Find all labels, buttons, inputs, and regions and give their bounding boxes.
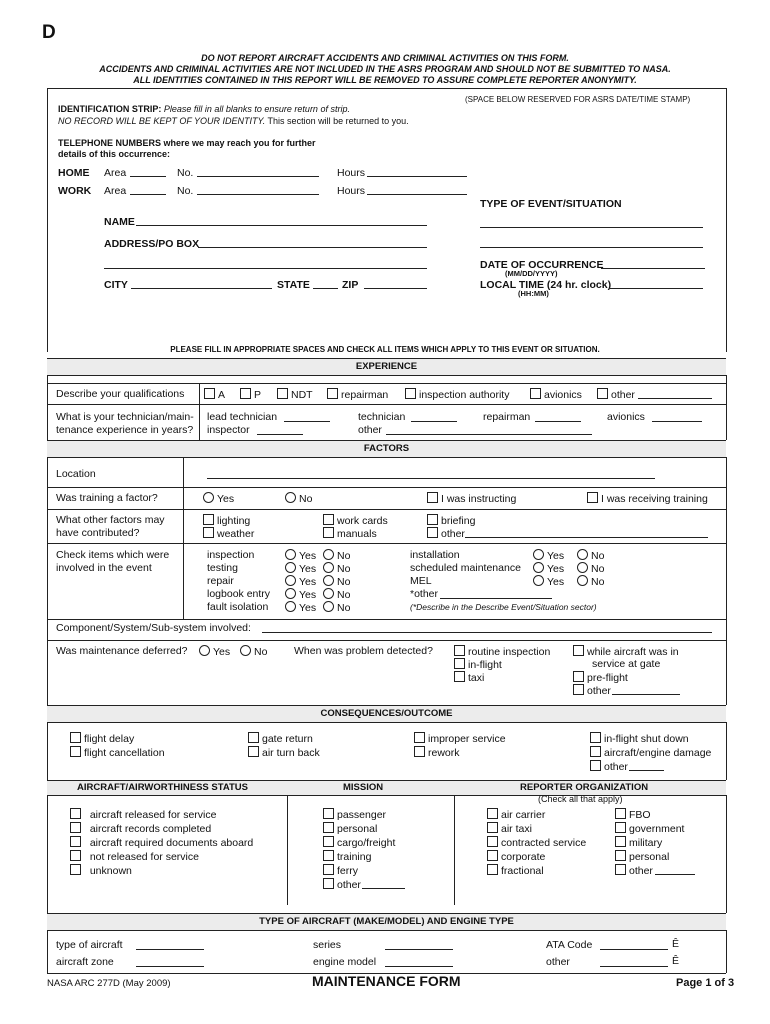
detected-pre-flight-checkbox[interactable] — [573, 671, 584, 682]
org-military[interactable]: military — [615, 836, 662, 849]
detected-label: When was problem detected? — [294, 645, 433, 657]
exp-repairman-field[interactable] — [535, 412, 581, 422]
detected-other[interactable]: other — [573, 684, 611, 697]
mission-passenger-checkbox[interactable] — [323, 808, 334, 819]
consequences-header: CONSEQUENCES/OUTCOME — [47, 705, 726, 723]
testing-no[interactable]: No — [323, 562, 350, 575]
training-receiving[interactable]: I was receiving training — [587, 492, 708, 505]
factor-other[interactable]: other — [427, 527, 465, 540]
time-label: LOCAL TIME (24 hr. clock) — [480, 279, 612, 291]
location-field[interactable] — [207, 469, 655, 479]
factor-weather[interactable]: weather — [203, 527, 254, 540]
org-personal[interactable]: personal — [615, 850, 669, 863]
cons-gate-return[interactable]: gate return — [248, 732, 313, 745]
cons-improper-service[interactable]: improper service — [414, 732, 506, 745]
state-field[interactable] — [313, 279, 338, 289]
id-strip-line2 — [58, 116, 409, 126]
org-corporate[interactable]: corporate — [487, 850, 545, 863]
qual-other[interactable]: other — [597, 388, 635, 401]
org-personal-checkbox[interactable] — [615, 850, 626, 861]
exp-technician-field[interactable] — [411, 412, 457, 422]
org-government-checkbox[interactable] — [615, 822, 626, 833]
status-unknown-checkbox[interactable] — [70, 864, 81, 875]
org-corporate-checkbox[interactable] — [487, 850, 498, 861]
training-yes[interactable]: Yes — [203, 492, 234, 505]
testing-no-radio[interactable] — [323, 562, 334, 573]
warning-line-1: DO NOT REPORT AIRCRAFT ACCIDENTS AND CRIMINAL ACTIVITIES ON THIS FORM. — [201, 53, 569, 63]
qual-p-checkbox[interactable] — [240, 388, 251, 399]
id-strip-line1 — [58, 104, 350, 114]
state-label: STATE — [277, 279, 310, 291]
deferred-no-radio[interactable] — [240, 645, 251, 656]
check-items-label-2: involved in the event — [56, 562, 152, 574]
warning-line-2: ACCIDENTS AND CRIMINAL ACTIVITIES ARE NOT INCLUDED IN THE ASRS PROGRAM AND SHOULD NOT BE SUBMITTED TO NASA. — [99, 64, 671, 74]
detected-taxi[interactable]: taxi — [454, 671, 484, 684]
cons-rework-checkbox[interactable] — [414, 746, 425, 757]
item-other-label: *other — [410, 588, 439, 600]
work-area-label: Area — [104, 185, 127, 197]
org-air-carrier-checkbox[interactable] — [487, 808, 498, 819]
org-fbo[interactable]: FBO — [615, 808, 651, 821]
org-air-taxi-checkbox[interactable] — [487, 822, 498, 833]
item-testing-label: testing — [207, 562, 238, 574]
mel-no-radio[interactable] — [577, 575, 588, 586]
mission-ferry[interactable]: ferry — [323, 864, 358, 877]
cons-gate-return-checkbox[interactable] — [248, 732, 259, 743]
check-items-label-1: Check items which were — [56, 549, 170, 561]
item-other-field[interactable] — [440, 589, 552, 599]
form-letter: D — [42, 22, 56, 43]
home-hours-field[interactable] — [367, 167, 467, 177]
detected-taxi-checkbox[interactable] — [454, 671, 465, 682]
mission-personal[interactable]: personal — [323, 822, 377, 835]
mission-cargo[interactable]: cargo/freight — [323, 836, 395, 849]
status-released-checkbox[interactable] — [70, 808, 81, 819]
item-mel-label: MEL — [410, 575, 432, 587]
reporter-subheader: (Check all that apply) — [538, 794, 623, 804]
event-type-field-1[interactable] — [480, 218, 703, 228]
mission-ferry-checkbox[interactable] — [323, 864, 334, 875]
exp-repairman-label: repairman — [483, 411, 531, 423]
cons-in-flight-shut-down-checkbox[interactable] — [590, 732, 601, 743]
qual-a-checkbox[interactable] — [204, 388, 215, 399]
testing-yes-radio[interactable] — [285, 562, 296, 573]
date-field[interactable] — [601, 259, 705, 269]
id-strip-instruction: Please fill in all blanks to ensure return of strip. — [163, 104, 350, 114]
work-hours-label: Hours — [337, 185, 366, 197]
qual-repairman-checkbox[interactable] — [327, 388, 338, 399]
work-no-label: No. — [177, 185, 194, 197]
scheduled-yes[interactable]: Yes — [533, 562, 564, 575]
org-fractional-checkbox[interactable] — [487, 864, 498, 875]
experience-label-1: What is your technician/main- — [56, 411, 194, 423]
factor-lighting-checkbox[interactable] — [203, 514, 214, 525]
date-format: (MM/DD/YYYY) — [505, 269, 558, 278]
factor-manuals[interactable]: manuals — [323, 527, 377, 540]
factor-manuals-checkbox[interactable] — [323, 527, 334, 538]
logbook-yes-radio[interactable] — [285, 588, 296, 599]
deferred-no[interactable]: No — [240, 645, 267, 658]
ata-code-field[interactable] — [600, 940, 668, 950]
training-no[interactable]: No — [285, 492, 312, 505]
installation-yes[interactable]: Yes — [533, 549, 564, 562]
detected-other-field[interactable] — [612, 685, 680, 695]
factor-briefing-checkbox[interactable] — [427, 514, 438, 525]
qual-other-field[interactable] — [638, 389, 712, 399]
inspection-no-radio[interactable] — [323, 549, 334, 560]
installation-yes-radio[interactable] — [533, 549, 544, 560]
training-yes-radio[interactable] — [203, 492, 214, 503]
factors-header: FACTORS — [47, 440, 726, 458]
id-strip-norecord: NO RECORD WILL BE KEPT OF YOUR IDENTITY. — [58, 116, 266, 126]
city-label: CITY — [104, 279, 128, 291]
repair-no[interactable]: No — [323, 575, 350, 588]
item-repair-label: repair — [207, 575, 234, 587]
home-area-field[interactable] — [130, 167, 166, 177]
detected-in-flight[interactable]: in-flight — [454, 658, 502, 671]
status-not-released[interactable]: not released for service — [70, 850, 199, 863]
time-format: (HH:MM) — [518, 289, 549, 298]
id-strip-label: IDENTIFICATION STRIP: — [58, 104, 162, 114]
deferred-label: Was maintenance deferred? — [56, 645, 188, 657]
deferred-yes[interactable]: Yes — [199, 645, 230, 658]
zip-field[interactable] — [364, 279, 427, 289]
event-type-field-2[interactable] — [480, 238, 703, 248]
qual-a[interactable]: A — [204, 388, 225, 401]
qual-avionics[interactable]: avionics — [530, 388, 582, 401]
mission-other[interactable]: other — [323, 878, 361, 891]
page-number: Page 1 of 3 — [676, 977, 735, 989]
training-receiving-checkbox[interactable] — [587, 492, 598, 503]
scheduled-yes-radio[interactable] — [533, 562, 544, 573]
item-installation-label: installation — [410, 549, 460, 561]
instructions: PLEASE FILL IN APPROPRIATE SPACES AND CHECK ALL ITEMS WHICH APPLY TO THIS EVENT OR SITUATION. — [170, 345, 600, 354]
cons-improper-service-checkbox[interactable] — [414, 732, 425, 743]
status-documents-aboard-checkbox[interactable] — [70, 836, 81, 847]
other-factors-label-2: have contributed? — [56, 527, 140, 539]
repair-yes[interactable]: Yes — [285, 575, 316, 588]
mission-training-checkbox[interactable] — [323, 850, 334, 861]
airworthiness-header: AIRCRAFT/AIRWORTHINESS STATUS — [77, 782, 248, 793]
type-of-aircraft-field[interactable] — [136, 940, 204, 950]
work-label: WORK — [58, 185, 92, 197]
telephone-heading-2: details of this occurrence: — [58, 149, 171, 159]
work-area-field[interactable] — [130, 185, 166, 195]
aircraft-zone-field[interactable] — [136, 957, 204, 967]
exp-avionics-field[interactable] — [652, 412, 702, 422]
address-field[interactable] — [198, 238, 427, 248]
status-unknown[interactable]: unknown — [70, 864, 132, 877]
scheduled-no-radio[interactable] — [577, 562, 588, 573]
qual-repairman[interactable]: repairman — [327, 388, 388, 401]
qual-other-checkbox[interactable] — [597, 388, 608, 399]
factor-work-cards-checkbox[interactable] — [323, 514, 334, 525]
detected-gate[interactable]: while aircraft was in — [573, 645, 679, 658]
type-of-aircraft-label: type of aircraft — [56, 939, 123, 951]
other-factors-label-1: What other factors may — [56, 514, 165, 526]
inspection-no[interactable]: No — [323, 549, 350, 562]
qual-p[interactable]: P — [240, 388, 261, 401]
work-hours-field[interactable] — [367, 185, 467, 195]
address-label: ADDRESS/PO BOX — [104, 238, 200, 250]
reporter-header: REPORTER ORGANIZATION — [520, 782, 649, 793]
testing-yes[interactable]: Yes — [285, 562, 316, 575]
home-label: HOME — [58, 167, 90, 179]
org-other-checkbox[interactable] — [615, 864, 626, 875]
aircraft-type-header: TYPE OF AIRCRAFT (MAKE/MODEL) AND ENGINE TYPE — [47, 913, 726, 931]
detected-other-checkbox[interactable] — [573, 684, 584, 695]
name-field[interactable] — [136, 216, 427, 226]
cons-flight-delay[interactable]: flight delay — [70, 732, 134, 745]
series-label: series — [313, 939, 342, 951]
qualifications-label: Describe your qualifications — [56, 388, 185, 400]
org-contracted-service[interactable]: contracted service — [487, 836, 586, 849]
item-fault-isolation-label: fault isolation — [207, 601, 269, 613]
org-military-checkbox[interactable] — [615, 836, 626, 847]
cons-other[interactable]: other — [590, 760, 628, 773]
home-no-label: No. — [177, 167, 194, 179]
form-number: NASA ARC 277D (May 2009) — [47, 978, 171, 989]
name-label: NAME — [104, 216, 135, 228]
exp-other-label: other — [358, 424, 382, 436]
inspection-yes[interactable]: Yes — [285, 549, 316, 562]
home-hours-label: Hours — [337, 167, 366, 179]
factor-other-field[interactable] — [465, 528, 708, 538]
factor-work-cards[interactable]: work cards — [323, 514, 388, 527]
mission-other-checkbox[interactable] — [323, 878, 334, 889]
mel-no[interactable]: No — [577, 575, 604, 588]
warning-line-3: ALL IDENTITIES CONTAINED IN THIS REPORT WILL BE REMOVED TO ASSURE COMPLETE REPORTER ANONYMITY. — [133, 75, 637, 85]
zip-label: ZIP — [342, 279, 359, 291]
telephone-heading-1: TELEPHONE NUMBERS where we may reach you for further — [58, 138, 316, 148]
item-inspection-label: inspection — [207, 549, 255, 561]
training-instructing-checkbox[interactable] — [427, 492, 438, 503]
deferred-yes-radio[interactable] — [199, 645, 210, 656]
experience-header: EXPERIENCE — [47, 358, 726, 376]
cons-flight-delay-checkbox[interactable] — [70, 732, 81, 743]
org-fbo-checkbox[interactable] — [615, 808, 626, 819]
cons-air-turn-back-checkbox[interactable] — [248, 746, 259, 757]
factor-weather-checkbox[interactable] — [203, 527, 214, 538]
fault-no[interactable]: No — [323, 601, 350, 614]
qual-ndt[interactable]: NDT — [277, 388, 313, 401]
exp-lead-technician-field[interactable] — [284, 412, 330, 422]
logbook-no[interactable]: No — [323, 588, 350, 601]
detected-pre-flight[interactable]: pre-flight — [573, 671, 628, 684]
mission-cargo-checkbox[interactable] — [323, 836, 334, 847]
mission-header: MISSION — [343, 782, 384, 793]
status-not-released-checkbox[interactable] — [70, 850, 81, 861]
mission-training[interactable]: training — [323, 850, 371, 863]
exp-inspector-label: inspector — [207, 424, 250, 436]
fault-yes[interactable]: Yes — [285, 601, 316, 614]
ata-code-mark: Ê — [672, 938, 680, 950]
cons-in-flight-shut-down[interactable]: in-flight shut down — [590, 732, 689, 745]
mission-other-field[interactable] — [362, 879, 405, 889]
detected-routine[interactable]: routine inspection — [454, 645, 550, 658]
fault-yes-radio[interactable] — [285, 601, 296, 612]
status-records-completed-checkbox[interactable] — [70, 822, 81, 833]
cons-flight-cancellation-checkbox[interactable] — [70, 746, 81, 757]
home-area-label: Area — [104, 167, 127, 179]
mission-personal-checkbox[interactable] — [323, 822, 334, 833]
logbook-yes[interactable]: Yes — [285, 588, 316, 601]
org-fractional[interactable]: fractional — [487, 864, 544, 877]
exp-other-field[interactable] — [386, 425, 592, 435]
detected-routine-checkbox[interactable] — [454, 645, 465, 656]
org-other[interactable]: other — [615, 864, 653, 877]
detected-in-flight-checkbox[interactable] — [454, 658, 465, 669]
event-type-label: TYPE OF EVENT/SITUATION — [480, 198, 622, 210]
inspection-yes-radio[interactable] — [285, 549, 296, 560]
factor-briefing[interactable]: briefing — [427, 514, 475, 527]
detected-gate-line2: service at gate — [592, 658, 661, 670]
location-label: Location — [56, 468, 96, 480]
training-question: Was training a factor? — [56, 492, 158, 504]
status-released[interactable]: aircraft released for service — [70, 808, 216, 821]
training-instructing[interactable]: I was instructing — [427, 492, 516, 505]
scheduled-no[interactable]: No — [577, 562, 604, 575]
org-government[interactable]: government — [615, 822, 684, 835]
qual-avionics-checkbox[interactable] — [530, 388, 541, 399]
training-no-radio[interactable] — [285, 492, 296, 503]
reserved-note: (SPACE BELOW RESERVED FOR ASRS DATE/TIME STAMP) — [465, 95, 691, 104]
installation-no-radio[interactable] — [577, 549, 588, 560]
factor-lighting[interactable]: lighting — [203, 514, 250, 527]
id-strip-return: This section will be returned to you. — [265, 116, 409, 126]
cons-flight-cancellation[interactable]: flight cancellation — [70, 746, 165, 759]
item-scheduled-label: scheduled maintenance — [410, 562, 521, 574]
home-number-field[interactable] — [197, 167, 319, 177]
org-air-taxi[interactable]: air taxi — [487, 822, 532, 835]
qual-inspection-authority-checkbox[interactable] — [405, 388, 416, 399]
city-field[interactable] — [131, 279, 272, 289]
cons-rework[interactable]: rework — [414, 746, 460, 759]
date-label: DATE OF OCCURRENCE — [480, 259, 604, 271]
logbook-no-radio[interactable] — [323, 588, 334, 599]
engine-model-label: engine model — [313, 956, 377, 968]
status-documents-aboard[interactable]: aircraft required documents aboard — [70, 836, 253, 849]
series-field[interactable] — [385, 940, 453, 950]
component-label: Component/System/Sub-system involved: — [56, 622, 251, 634]
form-title: MAINTENANCE FORM — [312, 973, 461, 989]
installation-no[interactable]: No — [577, 549, 604, 562]
cons-air-turn-back[interactable]: air turn back — [248, 746, 320, 759]
aircraft-zone-label: aircraft zone — [56, 956, 114, 968]
exp-avionics-label: avionics — [607, 411, 645, 423]
engine-model-field[interactable] — [385, 957, 453, 967]
detected-gate-checkbox[interactable] — [573, 645, 584, 656]
exp-inspector-field[interactable] — [257, 425, 303, 435]
ata-code-label: ATA Code — [546, 939, 593, 951]
component-field[interactable] — [262, 623, 712, 633]
factor-other-checkbox[interactable] — [427, 527, 438, 538]
org-contracted-service-checkbox[interactable] — [487, 836, 498, 847]
fault-no-radio[interactable] — [323, 601, 334, 612]
cons-other-field[interactable] — [629, 761, 664, 771]
mel-yes-radio[interactable] — [533, 575, 544, 586]
aircraft-other-label: other — [546, 956, 570, 968]
time-field[interactable] — [609, 279, 703, 289]
repair-no-radio[interactable] — [323, 575, 334, 586]
qual-ndt-checkbox[interactable] — [277, 388, 288, 399]
qual-inspection-authority[interactable]: inspection authority — [405, 388, 509, 401]
work-number-field[interactable] — [197, 185, 319, 195]
experience-label-2: tenance experience in years? — [56, 424, 194, 436]
exp-technician-label: technician — [358, 411, 406, 423]
repair-yes-radio[interactable] — [285, 575, 296, 586]
aircraft-other-mark: Ê — [672, 955, 680, 967]
cons-aircraft-engine-damage-checkbox[interactable] — [590, 746, 601, 757]
cons-other-checkbox[interactable] — [590, 760, 601, 771]
exp-lead-technician-label: lead technician — [207, 411, 278, 423]
describe-note: (*Describe in the Describe Event/Situation sector) — [410, 602, 597, 612]
cons-aircraft-engine-damage[interactable]: aircraft/engine damage — [590, 746, 711, 759]
aircraft-other-field[interactable] — [600, 957, 668, 967]
item-logbook-label: logbook entry — [207, 588, 271, 600]
org-air-carrier[interactable]: air carrier — [487, 808, 545, 821]
address-line2-field[interactable] — [104, 259, 427, 269]
mission-passenger[interactable]: passenger — [323, 808, 386, 821]
mel-yes[interactable]: Yes — [533, 575, 564, 588]
status-records-completed[interactable]: aircraft records completed — [70, 822, 211, 835]
org-other-field[interactable] — [655, 865, 695, 875]
